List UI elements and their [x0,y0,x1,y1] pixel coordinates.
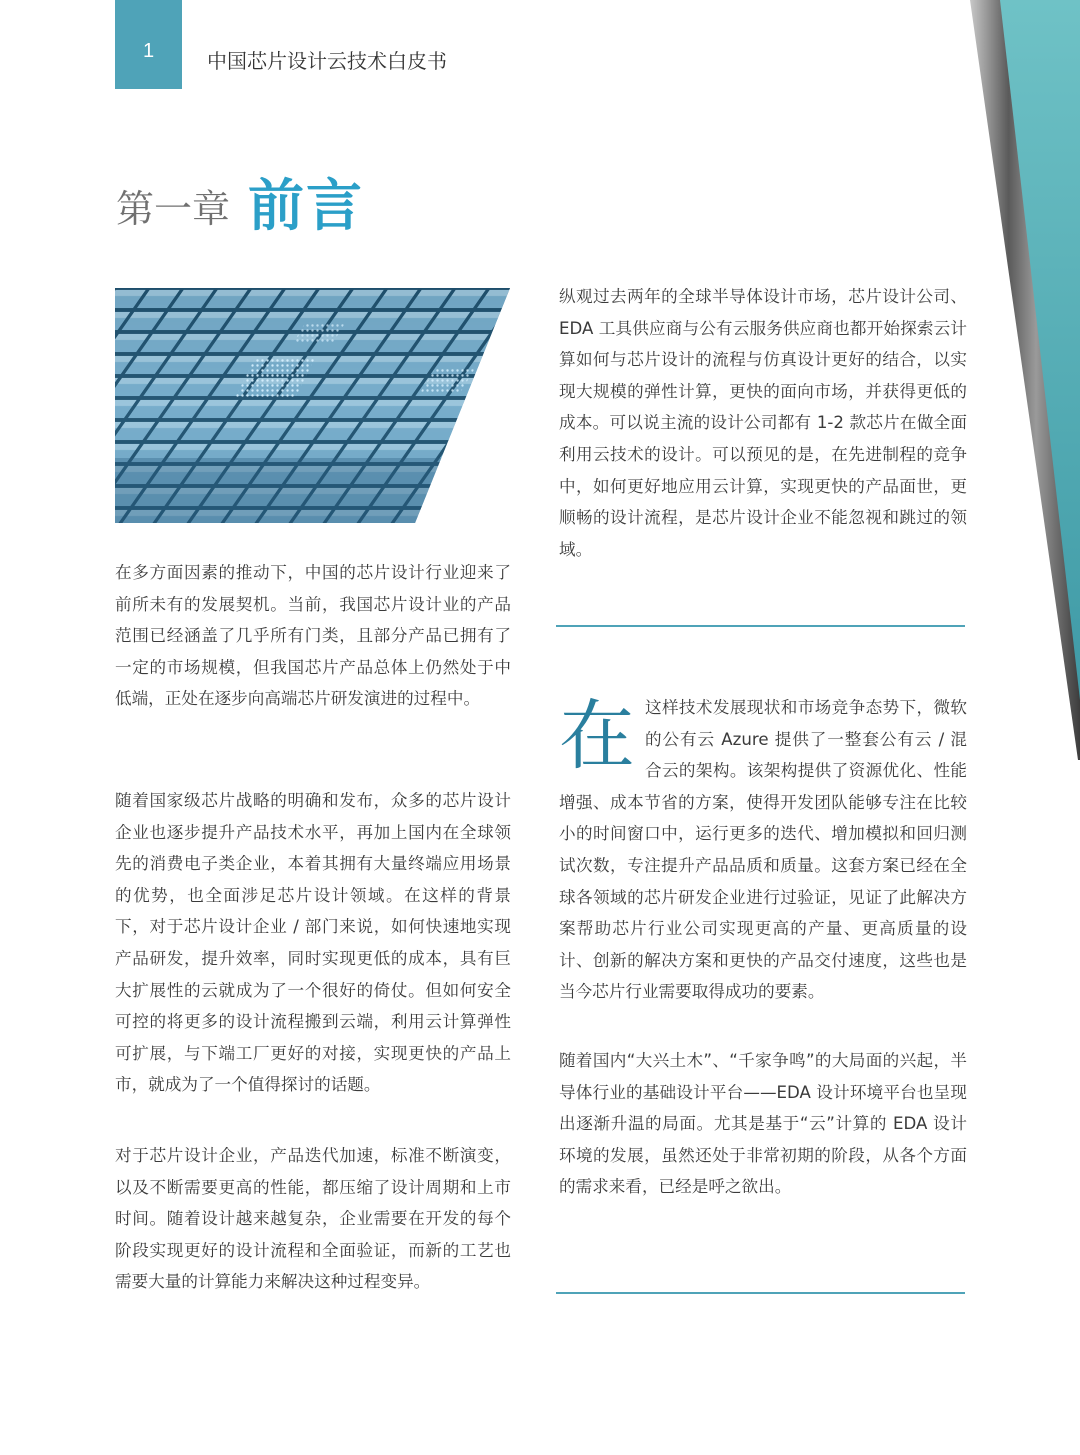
section-divider-bottom [556,1292,965,1294]
abstract-3d-tiles-image [115,288,510,523]
dropcap-letter: 在 [559,691,635,780]
side-photo-strip [970,0,1080,760]
right-paragraph-1: 纵观过去两年的全球半导体设计市场，芯片设计公司、EDA 工具供应商与公有云服务供应商也都开始探索云计算如何与芯片设计的流程与仿真设计更好的结合，以实现大规模的弹性计算，更快的面向市场，并获得更低的成本。可以说主流的设计公司都有 1-2 款芯片在做全面利用云技术的设计。可以预见的是，在先进制程的竞争中，如何更好地应用云计算，实现更快的产品面世，更顺畅的设计流程，是芯片设计企业不能忽视和跳过的领域。 [559,287,967,559]
left-paragraph-3: 对于芯片设计企业，产品迭代加速，标准不断演变，以及不断需要更高的性能，都压缩了设计周期和上市时间。随着设计越来越复杂，企业需要在开发的每个阶段实现更好的设计流程和全面验证，而新的工艺也需要大量的计算能力来解决这种过程变异。 [115,1146,511,1292]
document-title: 中国芯片设计云技术白皮书 [207,49,447,73]
right-paragraph-3: 随着国内“大兴土木”、“千家争鸣”的大局面的兴起，半导体行业的基础设计平台——EDA 设计环境平台也呈现出逐渐升温的局面。尤其是基于“云”计算的 EDA 设计环境的发展，虽然还处于非常初期的阶段，从各个方面的需求来看，已经是呼之欲出。 [559,1051,967,1197]
right-paragraph-2: 这样技术发展现状和市场竞争态势下，微软的公有云 Azure 提供了一整套公有云 / 混合云的架构。该架构提供了资源优化、性能增强、成本节省的方案，使得开发团队能够专注在比较小的时间窗口中，运行更多的迭代、增加模拟和回归测试次数，专注提升产品品质和质量。这套方案已经在全球各领域的芯片研发企业进行过验证，见证了此解决方案帮助芯片行业公司实现更高的产量、更高质量的设计、创新的解决方案和更快的产品交付速度，这些也是当今芯片行业需要取得成功的要素。 [559,698,967,1002]
page-number-tab [115,0,182,89]
section-divider [556,625,965,627]
page-number: 1 [142,40,155,62]
left-paragraph-1: 在多方面因素的推动下，中国的芯片设计行业迎来了前所未有的发展契机。当前，我国芯片设计业的产品范围已经涵盖了几乎所有门类，且部分产品已拥有了一定的市场规模，但我国芯片产品总体上仍然处于中低端，正处在逐步向高端芯片研发演进的过程中。 [115,563,511,709]
dropcap-paragraph [559,692,967,1008]
chapter-title: 前言 [248,174,364,239]
left-paragraph-2: 随着国家级芯片战略的明确和发布，众多的芯片设计企业也逐步提升产品技术水平，再加上国内在全球领先的消费电子类企业，本着其拥有大量终端应用场景的优势，也全面涉足芯片设计领域。在这样的背景下，对于芯片设计企业 / 部门来说，如何快速地实现产品研发，提升效率，同时实现更低的成本，具有巨大扩展性的云就成为了一个很好的倚仗。但如何安全可控的将更多的设计流程搬到云端，利用云计算弹性可扩展，与下端工厂更好的对接，实现更快的产品上市，就成为了一个值得探讨的话题。 [115,791,511,1095]
chapter-label: 第一章 [116,187,231,231]
